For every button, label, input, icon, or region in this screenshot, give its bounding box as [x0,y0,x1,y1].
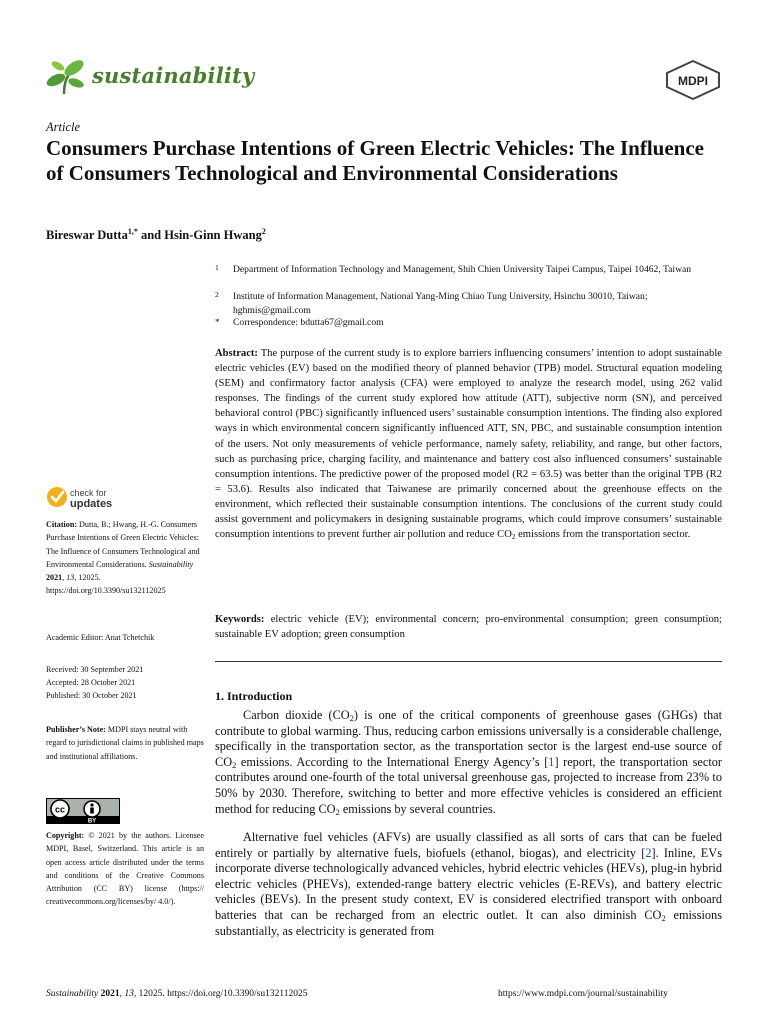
article-title: Consumers Purchase Intentions of Green Electric Vehicles: The Influence of Consumers Technological and Environmental Considerations [46,136,704,185]
publisher-note [46,723,204,763]
citation-volume: , 13 [62,573,75,583]
article-type: Article [46,120,81,134]
citation-journal: Sustainability [148,559,194,569]
affiliation-mark: 1 [215,263,219,272]
citation-link[interactable]: 1 [548,754,555,769]
abstract-label: Abstract: [215,348,258,359]
abstract-text-end: emissions from the transportation sector. [515,529,691,541]
mdpi-logo-icon [664,60,722,100]
published-date: Published: 30 October 2021 [46,691,137,700]
citation-block [46,518,204,598]
paragraph-text: emissions substantially, as electricity is generated from [215,907,722,938]
correspondence [215,316,727,330]
copyright-label: Copyright: [46,831,85,840]
copyright-text: © 2021 by the authors. Licensee MDPI, Basel, Switzerland. This article is an open access article distributed under the terms and conditions of the Creative Commons Attribution (CC BY) license (https:// creativecommons.org/licenses/by/ 4.0/). [46,831,204,907]
copyright-block [46,829,204,909]
abstract-text: The purpose of the current study is to explore barriers influencing consumers’ intention to adopt sustainable electric vehicles (EV) based on the modified theory of planned behavior (TPB) model. Structural equation modeling (SEM) and confirmatory factor analysis (CFA) were employed to analyze the research model, using 262 valid responses. The findings of the current study explored how attitude (ATT), subjective norm (SN), and perceived behavioral control (PBC) significantly influenced users’ sustainable consumption intentions. The finding also explored ways in which environmental concern significantly influenced ATT, SN, PBC, and sustainable consumption intention of the users. Not only measurements of vehicle performance, namely safety, reliability, and range, but other factors, such as purchasing price, charging facility, and maintenance and battery cost also influenced consumers’ sustainable consumption intentions. The predictive power of the proposed model (R2 = 63.5) was better than the original TPB (R2 = 53.6). Results also indicated that Taiwanese are primarily concerned about the greenhouse effects on the environment, which reflected their sustainable consumption intentions. The conclusions of the current study could assist government and policymakers in designing sustainable programs, which could improve consumers’ sustainable consumption intentions to prevent further air pollution and reduce CO [215,348,722,541]
correspondence-mark: * [215,317,220,327]
check-for-updates-badge[interactable] [46,484,166,514]
citation-year: 2021 [46,573,63,583]
author-list [46,227,266,243]
check-updates-icon [46,484,72,510]
keywords-label: Keywords: [215,614,265,625]
abstract [215,346,722,542]
paragraph-text: ]. Inline, EVs incorporate diverse technologically advanced vehicles, hybrid electric vehicles (HEVs), plug-in hybrid electric vehicles (PHEVs), extended-range battery electric vehicles (E-REVs), and battery electric vehicles (BEVs). In the present study context, EV is considered electrified transport with onboard batteries that can be recharged from an electric outlet. It can also diminish CO [215,845,722,922]
paragraph-text: emissions by several countries. [339,801,496,816]
mdpi-logo-text: MDPI [678,74,708,88]
paragraph-text: emissions. According to the International Energy Agency’s [ [236,754,549,769]
citation-doi: , 12025. https://doi.org/10.3390/su132112025 [46,573,166,596]
subscript: 2 [661,914,666,924]
intro-paragraph-2 [215,830,722,939]
academic-editor: Academic Editor: Anat Tchetchik [46,633,155,642]
subscript: 2 [511,532,516,541]
subscript: 2 [232,760,237,770]
keywords [215,612,722,642]
journal-name: sustainability [92,63,255,88]
paragraph-text: ) is one of the critical components of greenhouse gases (GHGs) that contribute to global warming. Thus, reducing carbon emissions universally is a considerable challenge, specifically in the transportation sector, as the transportation sector is the largest end-use source of CO [215,708,722,769]
author-name: Hsin-Ginn Hwang [164,228,262,243]
publisher-note-label: Publisher’s Note: [46,725,106,734]
citation-label: Citation: [46,520,78,529]
affiliation-mark: 2 [215,290,219,299]
correspondence-text: Correspondence: bdutta67@gmail.com [233,317,384,328]
affiliation-text: Institute of Information Management, National Yang-Ming Chiao Tung University, Hsinchu 30010, Taiwan; hghmis@gmail.com [233,291,648,316]
publisher-note-text: MDPI stays neutral with regard to jurisdictional claims in published maps and institutional affiliations. [46,725,204,761]
cc-by-label: BY [87,818,97,824]
affiliation-2 [215,290,727,317]
intro-paragraph-1 [215,708,722,817]
check-updates-line1: check for [70,488,107,498]
check-updates-line2: updates [70,498,113,510]
received-date: Received: 30 September 2021 [46,665,144,674]
citation-link[interactable]: 2 [645,845,652,860]
footer-doi: , 12025. https://doi.org/10.3390/su132112025 [133,989,308,999]
section-heading: 1. Introduction [215,689,293,703]
svg-text:cc: cc [54,804,66,815]
footer-journal: Sustainability [46,989,99,999]
journal-logo-icon [44,56,88,96]
paragraph-text: ] report, the transportation sector contributes around one-fourth of the total universal greenhouse gas, projected to increase from 23% to 50% by 2030. Therefore, switching to better and more effective vehicles is considered an efficient method for reducing CO [215,754,722,816]
author-affiliation-mark: 2 [261,227,266,236]
affiliation-text: Department of Information Technology and Management, Shih Chien University Taipei Campus, Taipei 10462, Taiwan [233,264,692,275]
paragraph-text: Carbon dioxide (CO [243,708,350,722]
subscript: 2 [335,807,340,817]
citation-text: Dutta, B.; Hwang, H.-G. Consumers Purchase Intentions of Green Electric Vehicles: The Influence of Consumers Technological and Environmental Considerations. [46,520,200,569]
subscript: 2 [349,714,354,724]
author-conjunction: and [137,228,165,243]
footer-volume: , 13 [119,989,134,999]
cc-by-license-icon[interactable] [46,798,120,824]
accepted-date: Accepted: 28 October 2021 [46,678,136,687]
keywords-text: electric vehicle (EV); environmental concern; pro-environmental consumption; green consumption; sustainable EV adoption; green consumption [215,614,722,641]
affiliation-1 [215,263,727,277]
footer-year: 2021 [98,989,120,999]
paragraph-text: Alternative fuel vehicles (AFVs) are usually classified as all sorts of cars that can be fueled entirely or partially by alternative fuels, biofuels (ethanol, biogas), and electricity [ [215,830,722,860]
author-affiliation-mark: 1,* [127,227,138,236]
footer-citation [46,989,308,999]
footer-journal-url[interactable]: https://www.mdpi.com/journal/sustainability [498,989,668,999]
author-name: Bireswar Dutta [46,228,128,243]
section-divider [215,661,722,662]
